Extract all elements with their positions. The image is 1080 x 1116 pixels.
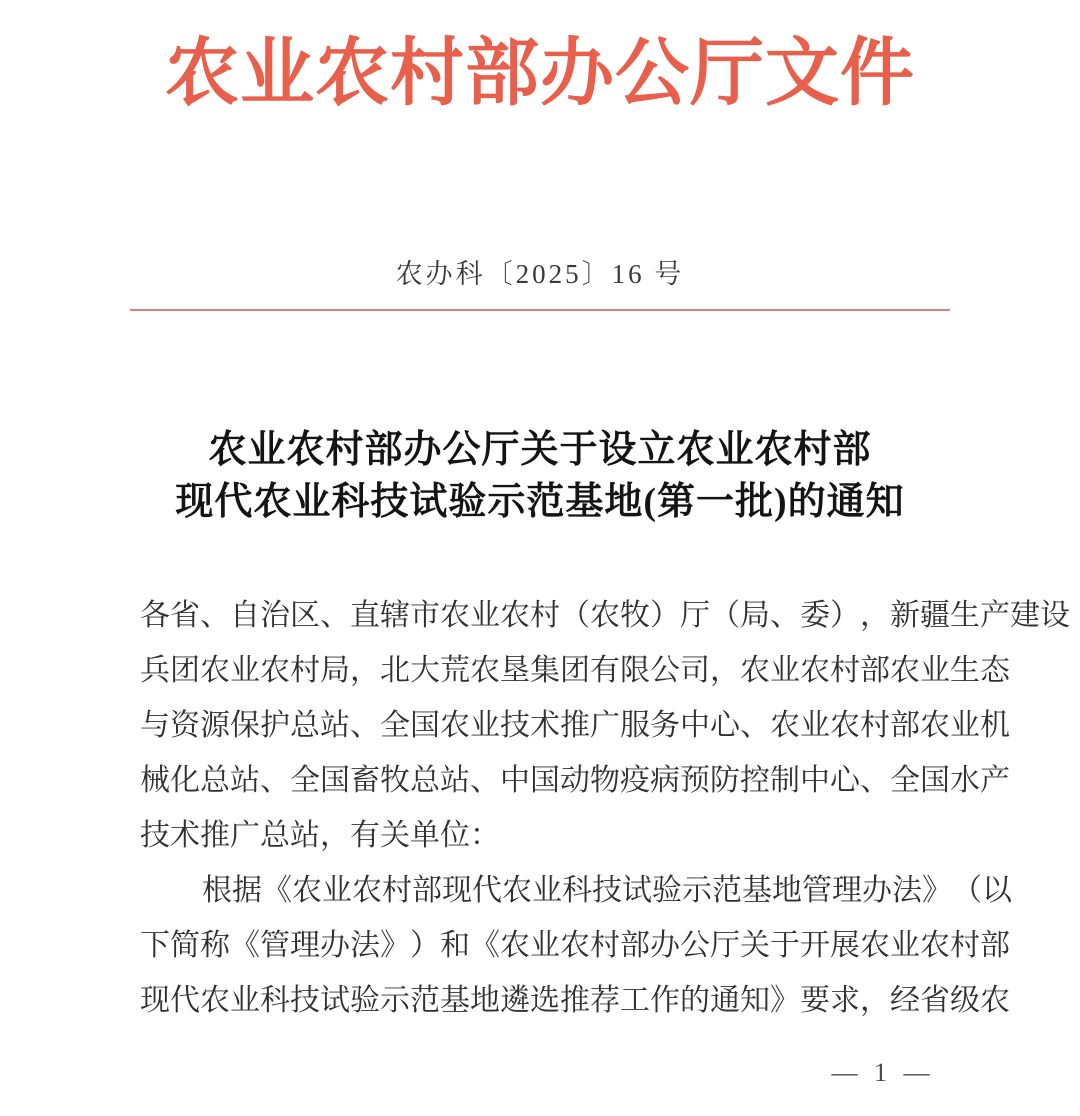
body-line: 现 代 农 业 科 技 试 验 示 范 基 地 遴 选 推 荐 工 作 的 通 知 》 要 求 ， 经 省 级 农 <box>140 984 1010 1017</box>
red-divider-rule <box>130 309 950 311</box>
body-line: 兵 团 农 业 农 村 局 ， 北 大 荒 农 垦 集 团 有 限 公 司 ， 农 业 农 村 部 农 业 生 态 <box>140 654 1010 687</box>
body-line: 技术推广总站，有关单位： <box>140 819 500 852</box>
doc-number: 农办科〔2025〕16 号 <box>395 259 685 289</box>
letterhead-title: 农业农村部办公厅文件 <box>165 33 915 115</box>
document-title-line-1: 农业农村部办公厅关于设立农业农村部 <box>208 429 872 471</box>
body-line: 与 资 源 保 护 总 站 、 全 国 农 业 技 术 推 广 服 务 中 心 、 农 业 农 村 部 农 业 机 <box>140 709 1010 742</box>
body-line: 械 化 总 站 、 全 国 畜 牧 总 站 、 中 国 动 物 疫 病 预 防 控 制 中 心 、 全 国 水 产 <box>140 764 1010 797</box>
document-title <box>0 424 1080 528</box>
page-number: — 1 — <box>831 1058 935 1087</box>
body-line: 各 省 、 自 治 区 、 直 辖 市 农 业 农 村 （ 农 牧 ） 厅 （ 局 、 委 ） ， 新 疆 生 产 建 设 <box>140 599 1070 632</box>
body-line: 下 简 称 《 管 理 办 法 》 ） 和 《 农 业 农 村 部 办 公 厅 关 于 开 展 农 业 农 村 部 <box>140 929 1010 962</box>
document-title-line-2: 现代农业科技试验示范基地(第一批)的通知 <box>175 481 905 523</box>
body-line-paragraph-start: 根 据 《 农 业 农 村 部 现 代 农 业 科 技 试 验 示 范 基 地 管 理 办 法 》 （ 以 <box>202 874 1012 907</box>
document-body <box>140 588 1070 1028</box>
